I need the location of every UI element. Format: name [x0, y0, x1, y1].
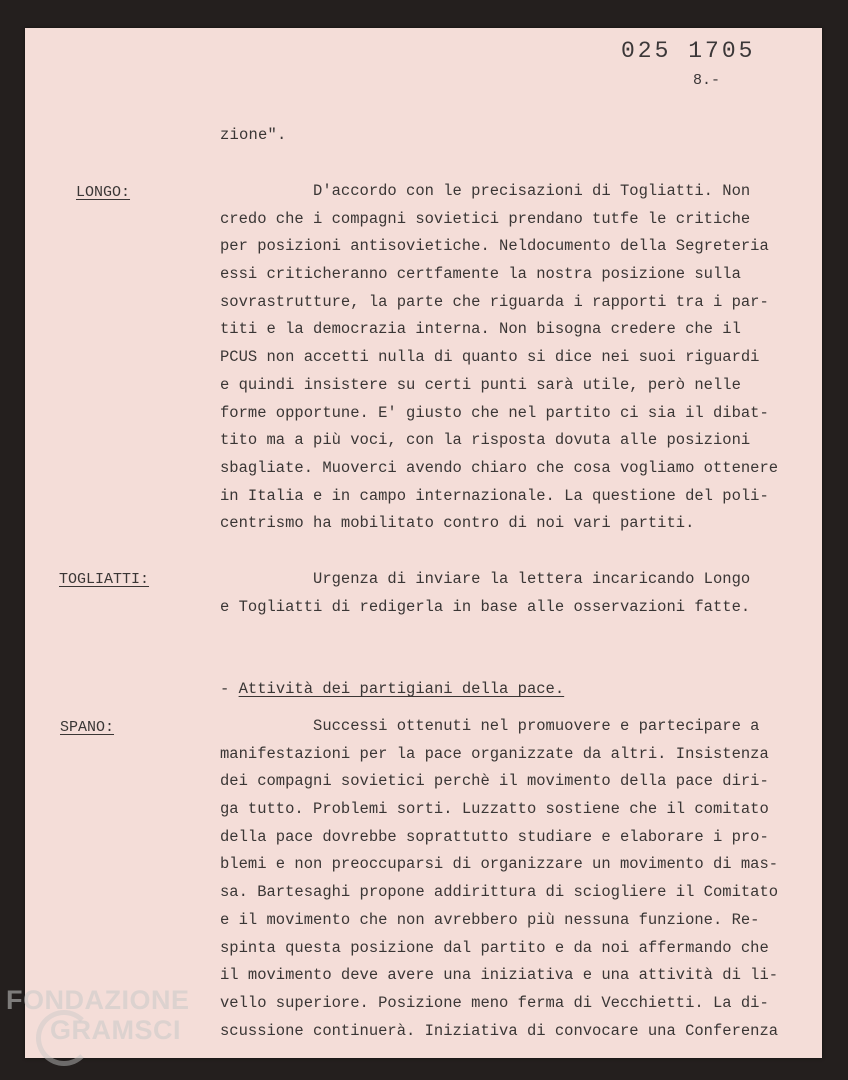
text-line: Successi ottenuti nel promuovere e partecipare a	[220, 717, 760, 735]
heading-prefix: -	[220, 680, 239, 698]
text-line: della pace dovrebbe soprattutto studiare e elaborare i pro-	[220, 827, 769, 846]
text-line: sa. Bartesaghi propone addirittura di sciogliere il Comitato	[220, 883, 779, 902]
text-line: e Togliatti di redigerla in base alle osservazioni fatte.	[220, 597, 751, 616]
text-line: forme opportune. E' giusto che nel partito ci sia il dibat-	[220, 403, 769, 422]
text-line: tito ma a più voci, con la risposta dovuta alle posizioni	[220, 431, 751, 450]
continuation-text: zione".	[220, 126, 287, 144]
text-line: e il movimento che non avrebbero più nessuna funzione. Re-	[220, 910, 760, 929]
section-heading	[220, 680, 564, 698]
text-line: e quindi insistere su certi punti sarà utile, però nelle	[220, 375, 741, 394]
text-line: scussione continuerà. Iniziativa di convocare una Conferenza	[220, 1021, 779, 1040]
text-line: in Italia e in campo internazionale. La questione del poli-	[220, 486, 769, 505]
text-line: il movimento deve avere una iniziativa e una attività di li-	[220, 966, 779, 985]
watermark	[6, 985, 190, 1045]
text-line: PCUS non accetti nulla di quanto si dice nei suoi riguardi	[220, 348, 760, 367]
text-line: manifestazioni per la pace organizzate da altri. Insistenza	[220, 744, 769, 763]
speaker-spano: SPANO:	[60, 719, 115, 736]
document-page	[25, 28, 822, 1058]
text-line: vello superiore. Posizione meno ferma di Vecchietti. La di-	[220, 993, 769, 1012]
text-line: titi e la democrazia interna. Non bisogna credere che il	[220, 320, 741, 339]
paragraph-togliatti	[220, 566, 820, 621]
page-number: 8.-	[693, 72, 721, 89]
heading-text: Attività dei partigiani della pace.	[238, 680, 565, 698]
speaker-longo: LONGO:	[76, 184, 131, 201]
text-line: Urgenza di inviare la lettera incaricando Longo	[220, 570, 751, 588]
text-line: sbagliate. Muoverci avendo chiaro che cosa vogliamo ottenere	[220, 458, 779, 477]
watermark-line1: FONDAZIONE	[6, 985, 190, 1015]
speaker-togliatti: TOGLIATTI:	[59, 571, 150, 588]
paragraph-longo	[220, 178, 820, 538]
text-line: credo che i compagni sovietici prendano tutfe le critiche	[220, 209, 751, 228]
text-line: per posizioni antisovietiche. Neldocumento della Segreteria	[220, 237, 769, 256]
paragraph-spano	[220, 713, 820, 1045]
text-line: D'accordo con le precisazioni di Togliatti. Non	[220, 182, 751, 200]
text-line: blemi e non preoccuparsi di organizzare un movimento di mas-	[220, 855, 779, 874]
text-line: sovrastrutture, la parte che riguarda i rapporti tra i par-	[220, 292, 769, 311]
text-line: essi criticheranno certfamente la nostra posizione sulla	[220, 265, 741, 284]
text-line: centrismo ha mobilitato contro di noi vari partiti.	[220, 514, 695, 533]
text-line: dei compagni sovietici perchè il movimento della pace diri-	[220, 772, 769, 791]
archive-number: 025 1705	[621, 38, 756, 64]
text-line: spinta questa posizione dal partito e da noi affermando che	[220, 938, 769, 957]
watermark-line2: GRAMSCI	[50, 1015, 181, 1045]
text-line: ga tutto. Problemi sorti. Luzzatto sostiene che il comitato	[220, 800, 769, 819]
